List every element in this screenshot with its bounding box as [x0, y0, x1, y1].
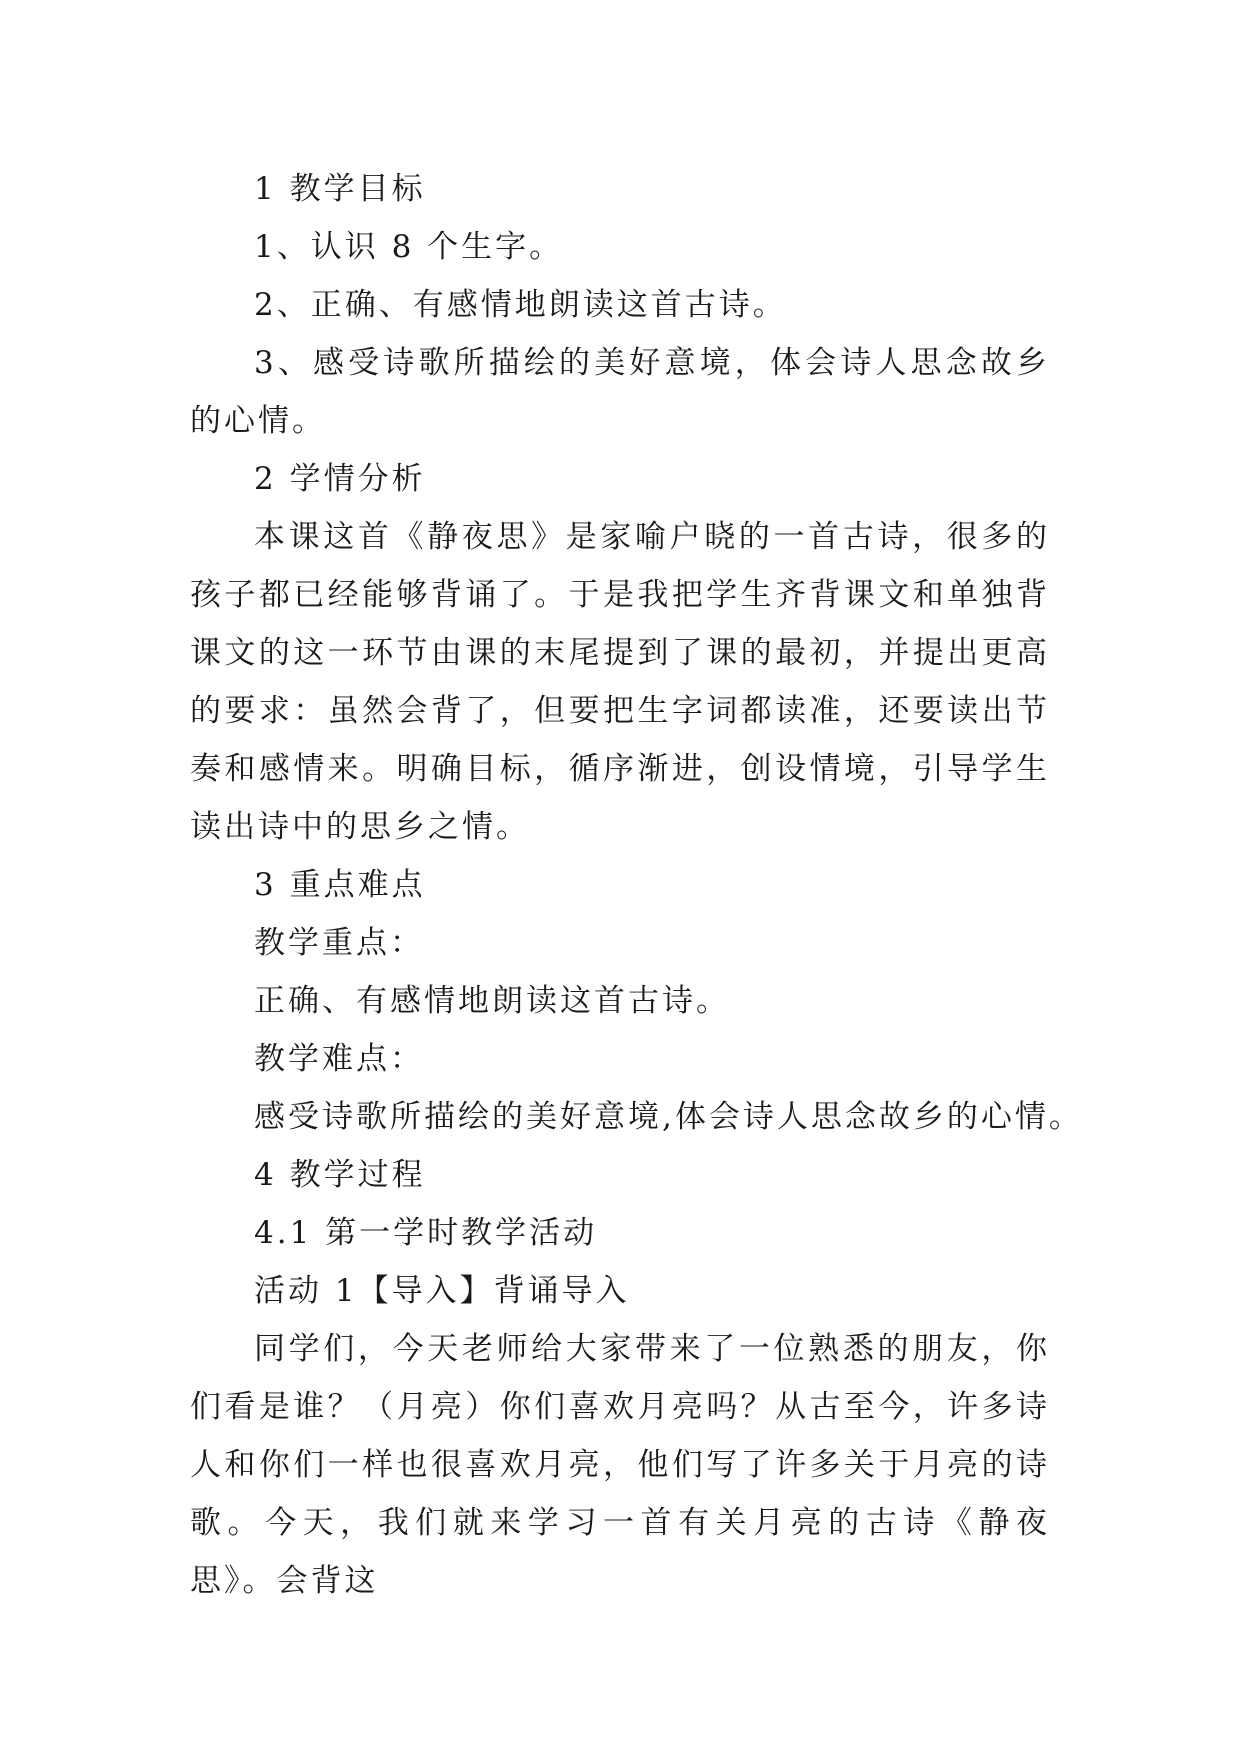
intro-paragraph: 同学们，今天老师给大家带来了一位熟悉的朋友，你们看是谁？（月亮）你们喜欢月亮吗？从古至今，许多诗人和你们一样也很喜欢月亮，他们写了许多关于月亮的诗歌。今天，我们就来学习一首有关月亮的古诗《静夜思》。会背这 — [190, 1331, 1050, 1599]
goal-item-2: 2、正确、有感情地朗读这首古诗。 — [254, 287, 787, 323]
difficulty-label: 教学难点： — [254, 1041, 424, 1077]
goal-item-1: 1、认识 8 个生字。 — [254, 229, 564, 265]
subsection-heading-first-lesson: 4.1 第一学时教学活动 — [254, 1215, 598, 1251]
difficulty-text: 感受诗歌所描绘的美好意境,体会诗人思念故乡的心情。 — [254, 1099, 1083, 1135]
activity-heading-1: 活动 1【导入】背诵导入 — [254, 1273, 630, 1309]
document-body — [190, 160, 1083, 1610]
section-heading-key-points: 3 重点难点 — [254, 867, 426, 903]
section-heading-process: 4 教学过程 — [254, 1157, 426, 1193]
key-point-label: 教学重点： — [254, 925, 424, 961]
goal-item-3: 3、感受诗歌所描绘的美好意境，体会诗人思念故乡的心情。 — [190, 345, 1050, 439]
key-point-text: 正确、有感情地朗读这首古诗。 — [254, 983, 730, 1019]
section-heading-analysis: 2 学情分析 — [254, 461, 426, 497]
section-heading-teaching-goals: 1 教学目标 — [254, 171, 426, 207]
analysis-paragraph: 本课这首《静夜思》是家喻户晓的一首古诗，很多的孩子都已经能够背诵了。于是我把学生齐背课文和单独背课文的这一环节由课的末尾提到了课的最初，并提出更高的要求：虽然会背了，但要把生字词都读准，还要读出节奏和感情来。明确目标，循序渐进，创设情境，引导学生读出诗中的思乡之情。 — [190, 519, 1050, 845]
